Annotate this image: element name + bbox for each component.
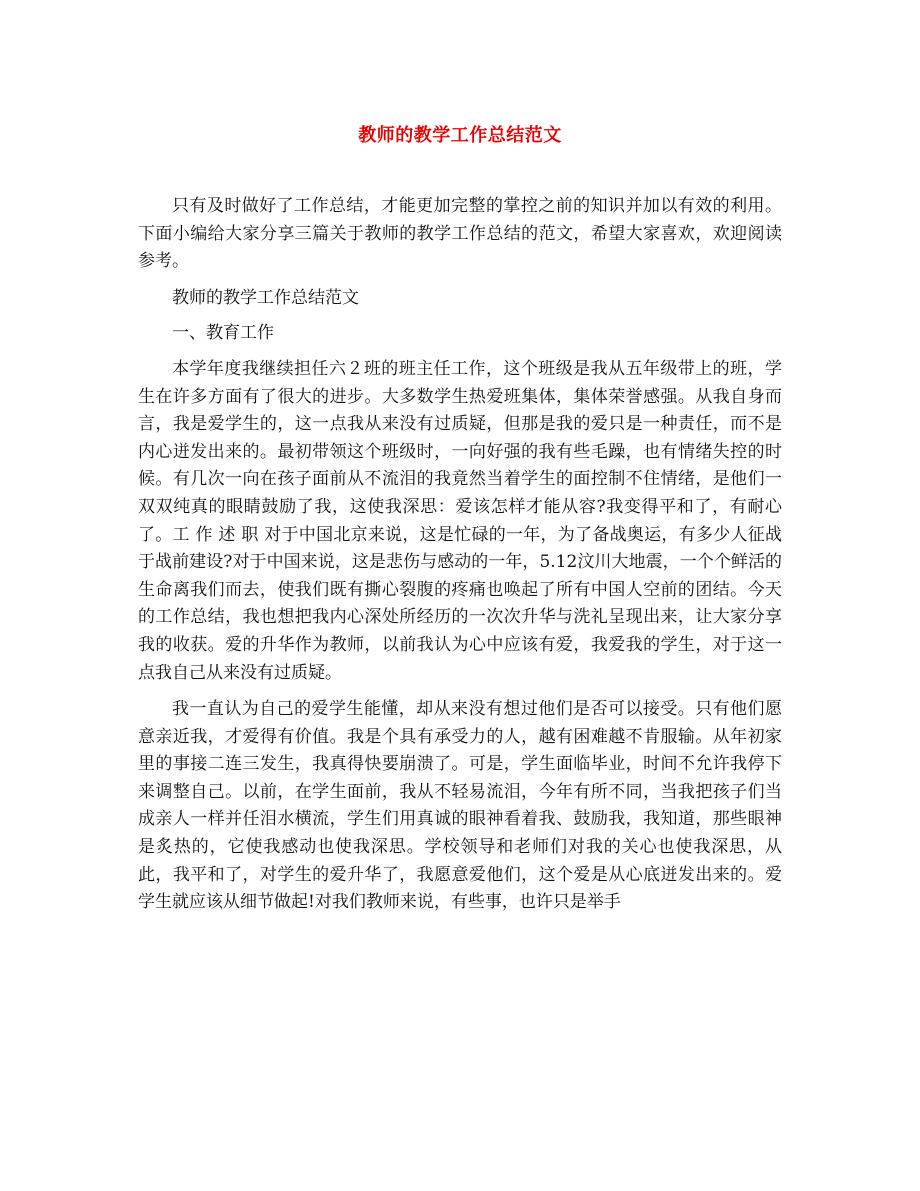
intro-paragraph: 只有及时做好了工作总结，才能更加完整的掌控之前的知识并加以有效的利用。下面小编给大家分享三篇关于教师的教学工作总结的范文，希望大家喜欢，欢迎阅读参考。 <box>138 196 782 272</box>
document-body <box>138 193 782 926</box>
section-heading: 教师的教学工作总结范文 <box>172 287 359 308</box>
body-paragraph: 本学年度我继续担任六２班的班主任工作，这个班级是我从五年级带上的班，学生在许多方面有了很大的进步。大多数学生热爱班集体，集体荣誉感强。从我自身而言，我是爱学生的，这一点我从来没有过质疑，但那是我的爱只是一种责任，而不是内心迸发出来的。最初带领这个班级时，一向好强的我有些毛躁，也有情绪失控的时候。有几次一向在孩子面前从不流泪的我竟然当着学生的面控制不住情绪，是他们一双双纯真的眼睛鼓励了我，这使我深思：爱该怎样才能从容?我变得平和了，有耐心了。工 作 述 职 对于中国北京来说，这是忙碌的一年，为了备战奥运，有多少人征战于战前建设?对于中国来说，这是悲伤与感动的一年，5.12汶川大地震，一个个鲜活的生命离我们而去，使我们既有撕心裂腹的疼痛也唤起了所有中国人空前的团结。今天的工作总结，我也想把我内心深处所经历的一次次升华与洗礼呈现出来，让大家分享我的收获。爱的升华作为教师，以前我认为心中应该有爱，我爱我的学生，对于这一点我自己从来没有过质疑。 <box>138 358 782 683</box>
body-paragraph: 我一直认为自己的爱学生能懂，却从来没有想过他们是否可以接受。只有他们愿意亲近我，才爱得有价值。我是个具有承受力的人，越有困难越不肯服输。从年初家里的事接二连三发生，我真得快要崩溃了。可是，学生面临毕业，时间不允许我停下来调整自己。以前，在学生面前，我从不轻易流泪，今年有所不同，当我把孩子们当成亲人一样并任泪水横流，学生们用真诚的眼神看着我、鼓励我，我知道，那些眼神是炙热的，它使我感动也使我深思。学校领导和老师们对我的关心也使我深思，从此，我平和了，对学生的爱升华了，我愿意爱他们，这个爱是从心底迸发出来的。爱学生就应该从细节做起!对我们教师来说，有些事，也许只是举手 <box>138 699 782 913</box>
subsection-heading: 一、教育工作 <box>172 323 274 344</box>
document-title: 教师的教学工作总结范文 <box>358 125 562 146</box>
